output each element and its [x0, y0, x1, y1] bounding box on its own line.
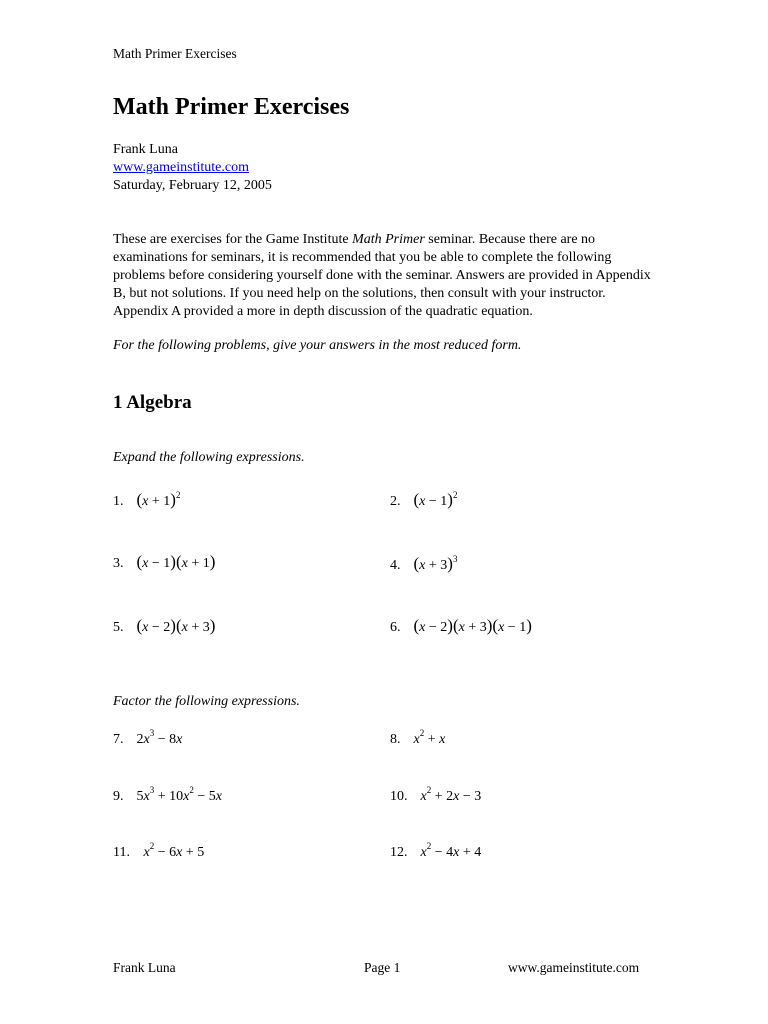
problem-7: 7. $2x^3 - 8x$	[113, 728, 183, 747]
page-title: Math Primer Exercises	[113, 94, 350, 120]
intro-text-2: seminar. Because there are no examinations for seminars, it is recommended that you be able to complete the following problems before considering yourself done with the seminar. Answers are provided in Appendix B, but not solutions. If you need help on the solutions, then consult with your instructor. Appendix A provided a more in depth discussion of the quadratic equation.	[113, 232, 651, 319]
problem-2: 2. $(x - 1)^2$	[390, 490, 458, 509]
problem-9-expr: $5x^3 + 10x^2 - 5x$	[136, 785, 222, 804]
problem-12-expr: $x^2 - 4x + 4$	[420, 841, 482, 860]
footer-author: Frank Luna	[113, 960, 176, 975]
date: Saturday, February 12, 2005	[113, 178, 272, 193]
problem-2-expr: $(x - 1)^2$	[413, 490, 458, 509]
problem-6-expr: (x − 2)(x + 3)(x − 1)	[413, 616, 532, 635]
intro-paragraph	[113, 231, 658, 321]
problem-10: 10. $x^2 + 2x - 3$	[390, 785, 482, 804]
footer-page-number: Page 1	[364, 960, 401, 975]
problem-4-expr: $(x + 3)^3$	[413, 554, 458, 573]
problem-10-expr: $x^2 + 2x - 3$	[420, 785, 482, 804]
section-heading: 1 Algebra	[113, 392, 192, 413]
author-block	[113, 141, 272, 195]
problem-5-expr: (x − 2)(x + 3)	[136, 616, 216, 635]
problem-7-expr: $2x^3 - 8x$	[136, 728, 183, 747]
running-header: Math Primer Exercises	[113, 46, 237, 61]
problem-3: 3. (x − 1)(x + 1)	[113, 552, 216, 571]
problem-3-expr: (x − 1)(x + 1)	[136, 552, 216, 571]
problem-11-expr: $x^2 - 6x + 5$	[143, 841, 205, 860]
factor-instruction: Factor the following expressions.	[113, 694, 300, 709]
problem-9: 9. $5x^3 + 10x^2 - 5x$	[113, 785, 222, 804]
expand-instruction: Expand the following expressions.	[113, 450, 305, 465]
problem-8: 8. $x^2 + x$	[390, 728, 446, 747]
problem-1: 1. $(x + 1)^2$	[113, 490, 181, 509]
reduced-form-note: For the following problems, give your answers in the most reduced form.	[113, 338, 522, 353]
problem-1-expr: $(x + 1)^2$	[136, 490, 181, 509]
intro-text-1: These are exercises for the Game Institute	[113, 232, 353, 247]
problem-11: 11. $x^2 - 6x + 5$	[113, 841, 205, 860]
website-link[interactable]: www.gameinstitute.com	[113, 160, 249, 175]
problem-6: 6. (x − 2)(x + 3)(x − 1)	[390, 616, 532, 635]
footer-website: www.gameinstitute.com	[508, 960, 640, 975]
problem-8-expr: $x^2 + x$	[413, 728, 446, 747]
problem-12: 12. $x^2 - 4x + 4$	[390, 841, 482, 860]
intro-emphasis: Math Primer	[352, 232, 425, 247]
problem-5: 5. (x − 2)(x + 3)	[113, 616, 216, 635]
problem-4: 4. $(x + 3)^3$	[390, 554, 458, 573]
author-name: Frank Luna	[113, 142, 178, 157]
